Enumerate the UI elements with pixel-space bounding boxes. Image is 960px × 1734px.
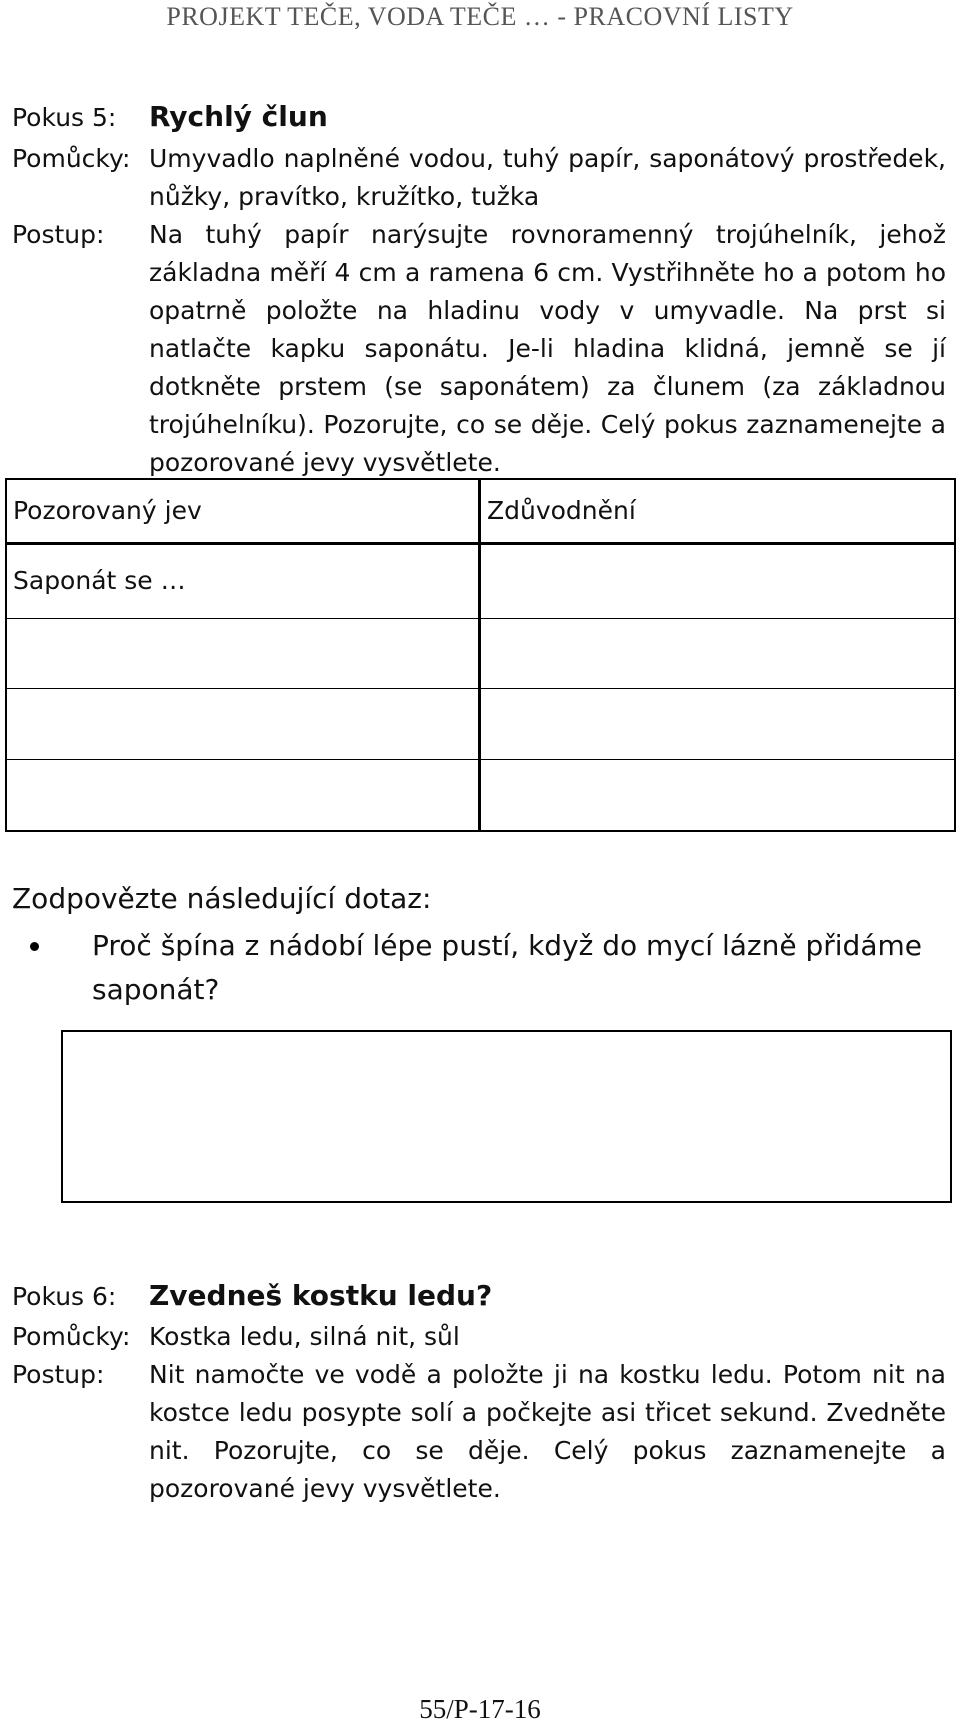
pokus5-label: Pokus 5: — [12, 103, 117, 132]
answer-box[interactable] — [61, 1030, 952, 1203]
pokus5-postup-text: Na tuhý papír narýsujte rovnoramenný trojúhelník, jehož základna měří 4 cm a ramena 6 cm. Vystřihněte ho a potom ho opatrně položte na hladinu vody v umyvadle. Na prst si natlačte kapku saponátu. Je-li hladina klidná, jemně se jí dotkněte prstem (se saponátem) za člunem (za základnou trojúhelníku). Pozorujte, co se děje. Celý pokus zaznamenejte a pozorované jevy vysvětlete. — [149, 220, 946, 477]
question-title: Zodpovězte následující dotaz: — [12, 882, 432, 915]
page-number: 55/P-17-16 — [419, 1694, 541, 1724]
pokus5-postup-label: Postup: — [12, 220, 105, 249]
pokus6-title: Zvedneš kostku ledu? — [149, 1279, 493, 1312]
pokus6-pomucky-label: Pomůcky: — [12, 1322, 131, 1351]
table-header-observed: Pozorovaný jev — [13, 496, 202, 525]
pokus5-pomucky-text: Umyvadlo naplněné vodou, tuhý papír, saponátový prostředek, nůžky, pravítko, kružítko, tužka — [149, 144, 946, 211]
observation-table — [5, 478, 956, 832]
bullet-icon — [30, 942, 39, 951]
page-header: PROJEKT TEČE, VODA TEČE … - PRACOVNÍ LISTY — [166, 2, 794, 31]
pokus6-label: Pokus 6: — [12, 1282, 117, 1311]
table-header-reason: Zdůvodnění — [487, 496, 636, 525]
pokus6-postup-text: Nit namočte ve vodě a položte ji na kostku ledu. Potom nit na kostce ledu posypte solí a počkejte asi třicet sekund. Zvedněte nit. Pozorujte, co se děje. Celý pokus zaznamenejte a pozorované jevy vysvětlete. — [149, 1360, 946, 1503]
pokus6-postup-label: Postup: — [12, 1360, 105, 1389]
table-row1-observed: Saponát se … — [13, 566, 186, 595]
pokus6-pomucky-text: Kostka ledu, silná nit, sůl — [149, 1322, 460, 1351]
pokus5-pomucky-label: Pomůcky: — [12, 144, 131, 173]
pokus5-title: Rychlý člun — [149, 100, 328, 133]
table-row1-reason-cell[interactable] — [483, 548, 951, 616]
question-text: Proč špína z nádobí lépe pustí, když do mycí lázně přidáme saponát? — [92, 929, 922, 1006]
